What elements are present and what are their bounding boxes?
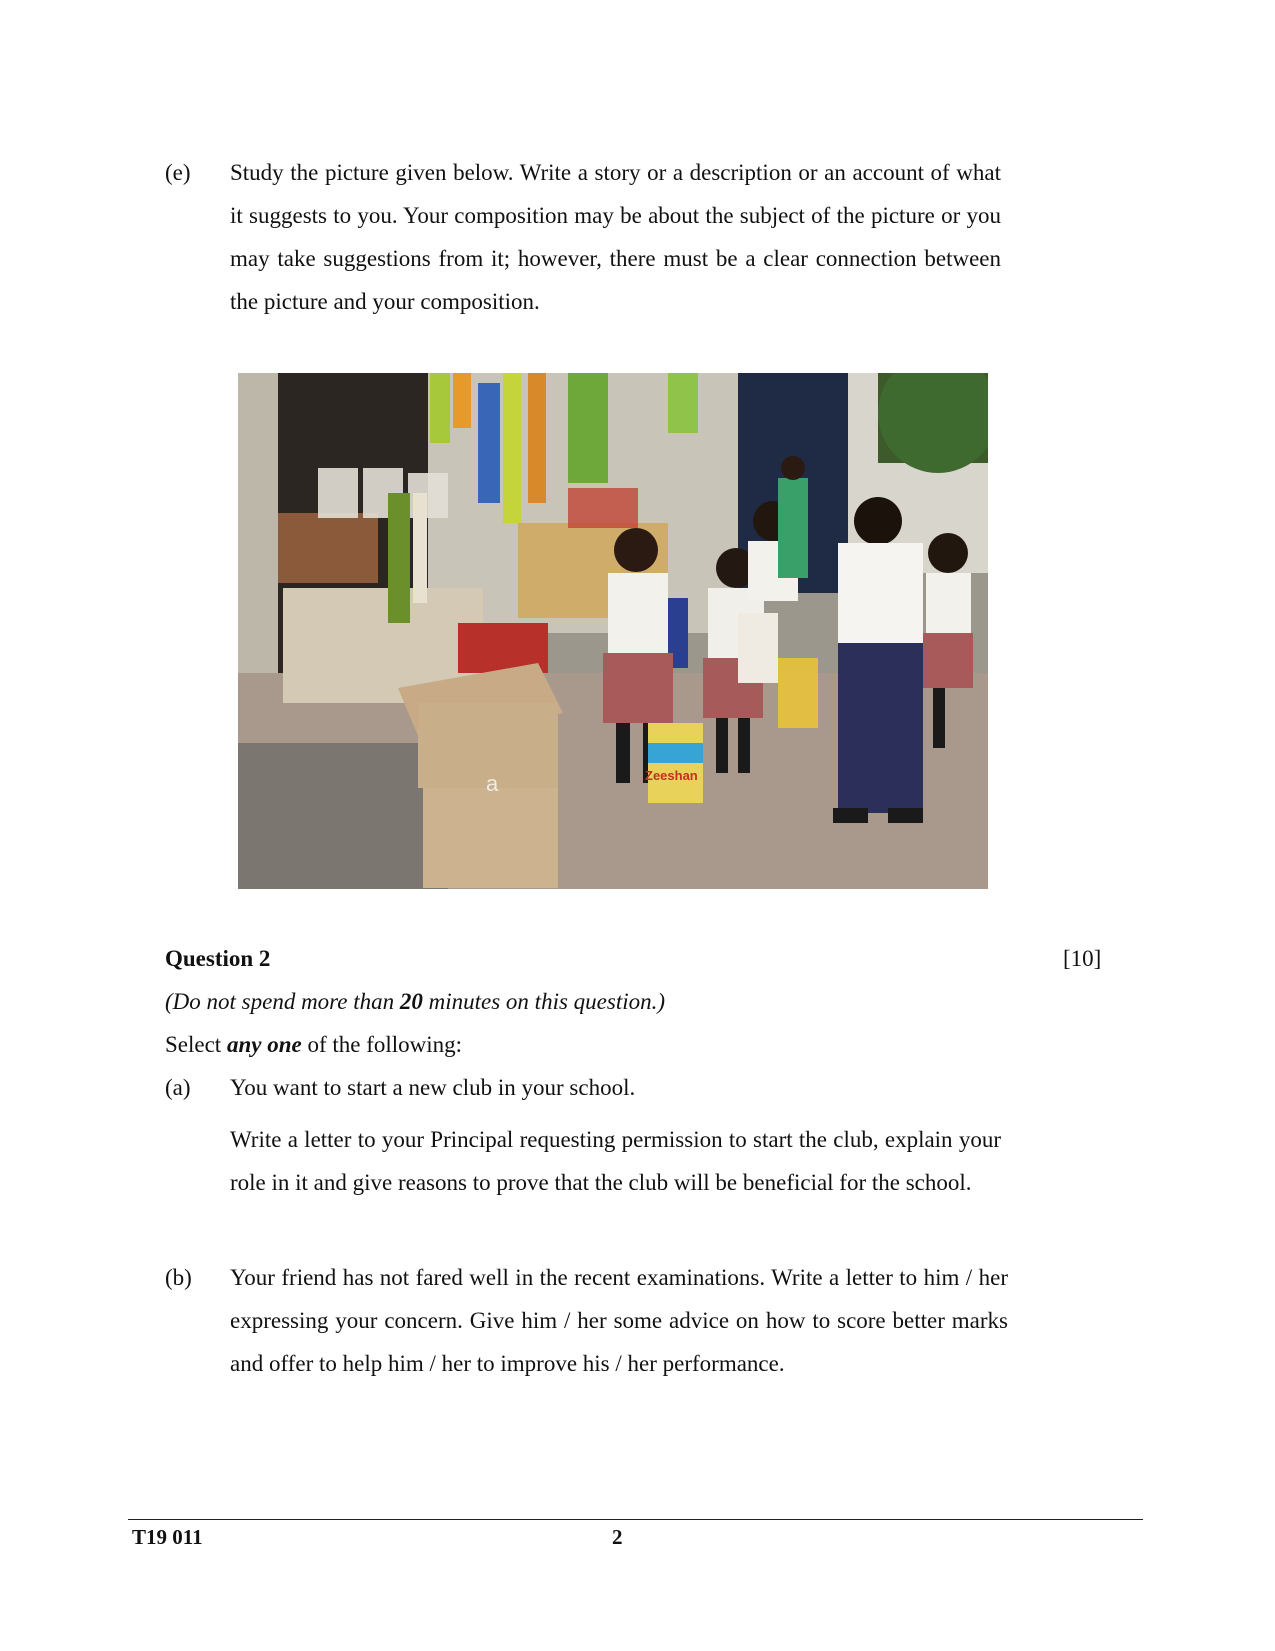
question-2-marks: [10] <box>1063 946 1102 971</box>
question-2-select: Select any one of the following: <box>165 1032 463 1057</box>
footer-divider <box>128 1519 1143 1520</box>
bag-brand-text: Zeeshan <box>645 768 698 783</box>
paper-code: T19 011 <box>132 1525 203 1549</box>
option-a-text: Write a letter to your Principal requesting permission to start the club, explain your role in it and give reasons to prove that the club will be beneficial for the school. <box>230 1127 1001 1195</box>
option-b-label: (b) <box>165 1265 192 1290</box>
question-2-title: Question 2 <box>165 946 271 971</box>
photo-watermark: a <box>486 771 499 796</box>
option-b-text: Your friend has not fared well in the recent examinations. Write a letter to him / her expressing your concern. Give him / her some advice on how to score better marks and offer to help him / her to improve his / her performance. <box>230 1265 1008 1376</box>
part-e-label: (e) <box>165 160 191 185</box>
part-e-text: Study the picture given below. Write a story or a description or an account of what it suggests to you. Your composition may be about the subject of the picture or you may take suggestions from it; however, there must be a clear connection between the picture and your composition. <box>230 160 1001 314</box>
page-number: 2 <box>612 1525 623 1549</box>
option-a-label: (a) <box>165 1075 191 1100</box>
question-2-instruction: (Do not spend more than 20 minutes on this question.) <box>165 989 666 1014</box>
option-a-line: You want to start a new club in your school. <box>230 1075 636 1100</box>
stall-photo <box>238 373 988 889</box>
